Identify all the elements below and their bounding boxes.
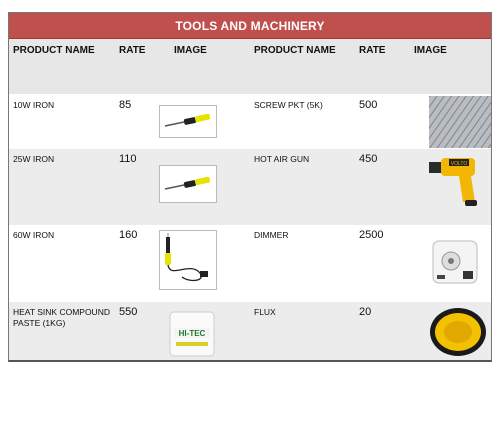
header-rate-right: RATE [359, 45, 386, 56]
rate-left: 85 [119, 99, 132, 111]
product-name-left: HEAT SINK COMPOUND PASTE (1KG) [13, 307, 110, 328]
dimmer-module-icon [427, 231, 485, 293]
header-product-name-right: PRODUCT NAME [254, 45, 336, 56]
rate-right: 450 [359, 153, 378, 165]
flux-tin-icon [427, 304, 489, 358]
rate-left: 110 [119, 153, 137, 165]
product-name-right: FLUX [254, 307, 276, 317]
gun-brand-label: VOLTO [450, 161, 468, 167]
rate-left: 550 [119, 306, 138, 318]
table-row [9, 149, 491, 225]
product-name-left: 25W IRON [13, 154, 55, 164]
header-rate-left: RATE [119, 45, 146, 56]
rate-right: 500 [359, 99, 378, 111]
soldering-iron-icon [159, 165, 217, 203]
table-row [9, 95, 491, 149]
soldering-iron-corded-icon [159, 230, 217, 290]
hot-air-gun-icon [427, 152, 487, 210]
header-image-right: IMAGE [414, 45, 447, 56]
soldering-iron-icon [159, 105, 217, 138]
rate-right: 20 [359, 306, 372, 318]
screw-pile-icon [429, 96, 491, 148]
table-row [9, 302, 491, 360]
product-name-left: 10W IRON [13, 100, 55, 110]
product-table [8, 12, 492, 362]
table-row [9, 225, 491, 302]
table-title: TOOLS AND MACHINERY [9, 13, 491, 38]
header-product-name-left: PRODUCT NAME [13, 45, 95, 56]
header-image-left: IMAGE [174, 45, 207, 56]
paste-jar-icon [166, 306, 218, 358]
table-header-row [9, 38, 491, 94]
product-name-right: DIMMER [254, 230, 289, 240]
rate-left: 160 [119, 229, 138, 241]
product-name-left: 60W IRON [13, 230, 55, 240]
paste-brand-label: HI-TEC [178, 329, 206, 338]
product-name-right: SCREW PKT (5K) [254, 100, 323, 110]
product-name-right: HOT AIR GUN [254, 154, 310, 164]
rate-right: 2500 [359, 229, 384, 241]
